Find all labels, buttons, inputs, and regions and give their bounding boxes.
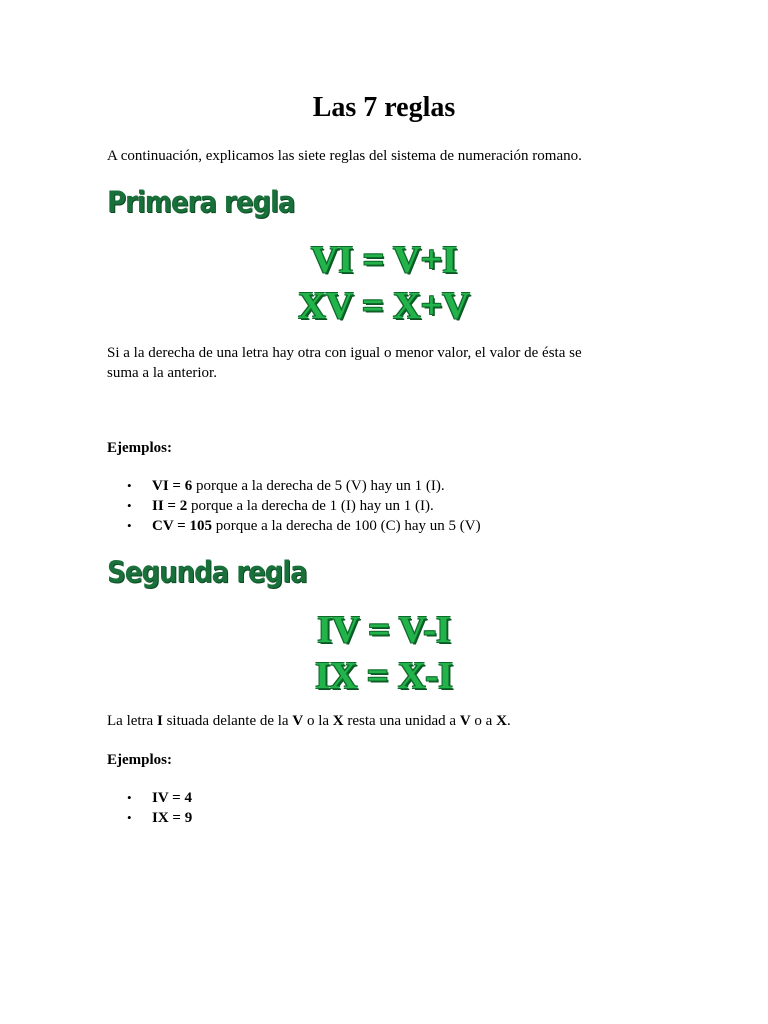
desc-letter: V	[292, 713, 304, 729]
list-item	[107, 476, 707, 496]
rule2-examples-list	[107, 788, 707, 828]
rule2-description	[107, 711, 667, 731]
example-value: VI = 6	[152, 478, 193, 494]
rule2-formula-2: IX = X-I	[315, 655, 453, 697]
example-value: CV = 105	[152, 518, 212, 534]
desc-letter: I	[156, 713, 163, 729]
desc-letter: X	[496, 713, 507, 729]
example-text: porque a la derecha de 5 (V) hay un 1 (I).	[192, 478, 445, 494]
rule2-examples-label	[107, 750, 667, 770]
rule1-examples-label	[107, 438, 667, 458]
rule1-examples-label-text: Ejemplos:	[107, 440, 172, 456]
example-value: II = 2	[152, 498, 188, 514]
desc-text: resta una unidad a	[343, 713, 460, 729]
rule1-formula-2: XV = X+V	[298, 285, 470, 327]
list-item	[107, 496, 707, 516]
example-value: IX = 9	[152, 810, 193, 826]
desc-letter: X	[332, 713, 344, 729]
rule1-description	[107, 343, 667, 383]
list-item	[107, 788, 707, 808]
page-title: Las 7 reglas	[312, 92, 456, 123]
desc-text: La letra	[107, 713, 157, 729]
rule2-examples-label-text: Ejemplos:	[107, 752, 172, 768]
example-value: IV = 4	[152, 790, 192, 806]
list-item	[107, 808, 707, 828]
desc-text: o la	[303, 713, 333, 729]
desc-text: o a	[470, 713, 497, 729]
rule1-formula-1: VI = V+I	[310, 239, 458, 281]
rule1-description-line1: Si a la derecha de una letra hay otra con igual o menor valor, el valor de ésta se	[107, 345, 582, 361]
rule1-examples-list	[107, 476, 707, 536]
rule2-heading: Segunda regla	[107, 556, 307, 590]
example-text: porque a la derecha de 1 (I) hay un 1 (I).	[187, 498, 434, 514]
desc-text: situada delante de la	[162, 713, 293, 729]
list-item	[107, 516, 707, 536]
rule1-heading: Primera regla	[107, 186, 295, 220]
intro-paragraph: A continuación, explicamos las siete reglas del sistema de numeración romano.	[107, 148, 582, 164]
desc-text: .	[506, 713, 511, 729]
rule2-formula-1: IV = V-I	[317, 609, 451, 651]
desc-letter: V	[459, 713, 471, 729]
example-text: porque a la derecha de 100 (C) hay un 5 (V)	[211, 518, 481, 534]
rule1-description-line2: suma a la anterior.	[107, 365, 217, 381]
